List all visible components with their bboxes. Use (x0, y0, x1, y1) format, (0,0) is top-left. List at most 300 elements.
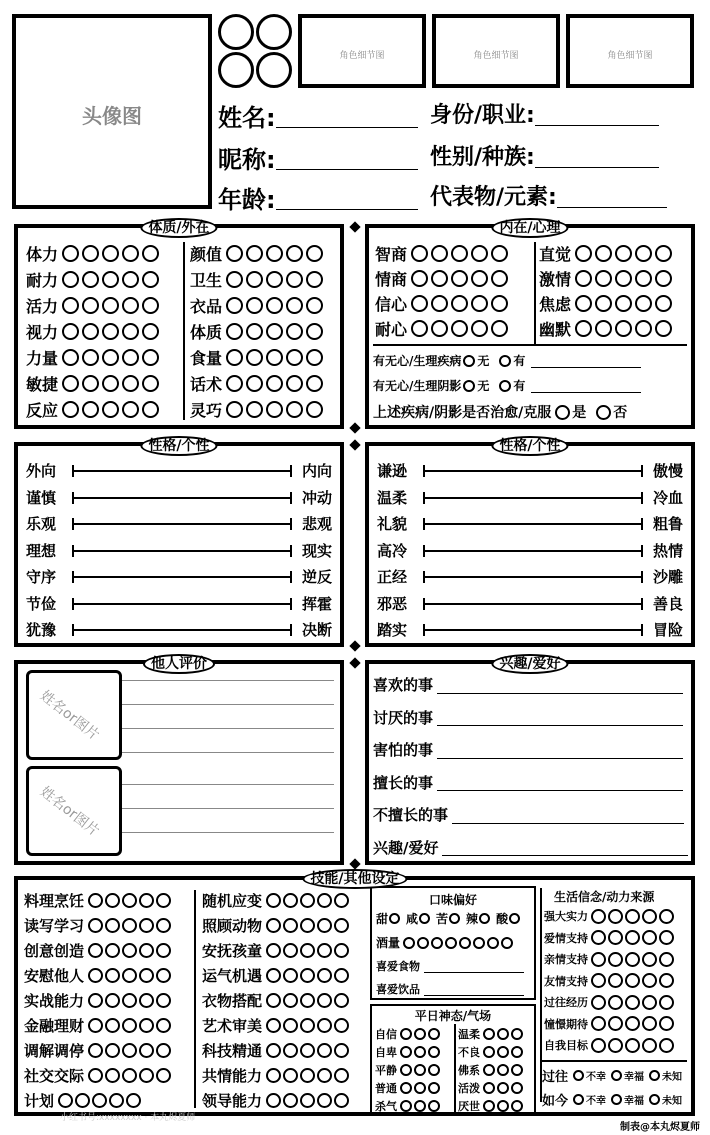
rating-circle[interactable] (635, 295, 652, 312)
emblem-field[interactable] (430, 180, 667, 211)
rating-circle[interactable] (459, 937, 471, 949)
rating-circle[interactable] (334, 993, 349, 1008)
rating-circle[interactable] (122, 893, 137, 908)
rating-row[interactable] (24, 940, 173, 961)
rating-circle[interactable] (286, 271, 303, 288)
rating-circle[interactable] (411, 245, 428, 262)
rating-row[interactable] (26, 268, 162, 291)
rating-row[interactable] (202, 940, 351, 961)
flavor-checkbox[interactable] (389, 913, 400, 924)
rating-circle[interactable] (595, 320, 612, 337)
rating-circle[interactable] (62, 323, 79, 340)
rating-circle[interactable] (306, 323, 323, 340)
rating-circle[interactable] (428, 1100, 440, 1112)
rating-circle[interactable] (266, 943, 281, 958)
rating-circles[interactable] (266, 893, 351, 908)
rating-circle[interactable] (122, 297, 139, 314)
rating-circle[interactable] (400, 1100, 412, 1112)
rating-circle[interactable] (142, 297, 159, 314)
color-circle[interactable] (218, 14, 254, 50)
rating-circle[interactable] (625, 952, 640, 967)
small-rating-circles[interactable] (400, 1082, 442, 1094)
small-rating-row[interactable] (375, 1080, 442, 1096)
rating-row[interactable] (375, 317, 511, 340)
rating-circle[interactable] (142, 271, 159, 288)
rating-circle[interactable] (283, 968, 298, 983)
rating-circle[interactable] (246, 297, 263, 314)
drink-row[interactable] (376, 981, 524, 997)
rating-circle[interactable] (595, 270, 612, 287)
trait-slider[interactable] (72, 550, 292, 552)
rating-circle[interactable] (317, 1068, 332, 1083)
past-row[interactable] (542, 1066, 685, 1085)
rating-row[interactable] (24, 1015, 173, 1036)
color-circle[interactable] (218, 52, 254, 88)
small-rating-row[interactable] (544, 951, 676, 967)
rating-circle[interactable] (317, 1018, 332, 1033)
rating-circle[interactable] (266, 401, 283, 418)
rating-circle[interactable] (266, 893, 281, 908)
rating-row[interactable] (26, 346, 162, 369)
rating-circle[interactable] (414, 1028, 426, 1040)
rating-circle[interactable] (659, 930, 674, 945)
rating-circles[interactable] (266, 993, 351, 1008)
small-rating-circles[interactable] (591, 1016, 676, 1031)
rating-circle[interactable] (511, 1082, 523, 1094)
radio-no[interactable] (463, 380, 475, 392)
small-rating-circles[interactable] (591, 909, 676, 924)
rating-circle[interactable] (635, 245, 652, 262)
gender-field[interactable] (430, 140, 659, 171)
rating-circle[interactable] (497, 1082, 509, 1094)
rating-row[interactable] (26, 242, 162, 265)
rating-circles[interactable] (575, 295, 675, 312)
food-row[interactable] (376, 958, 524, 974)
rating-circle[interactable] (659, 1016, 674, 1031)
rating-circles[interactable] (266, 968, 351, 983)
rating-circle[interactable] (156, 918, 171, 933)
rating-circle[interactable] (491, 245, 508, 262)
rating-circles[interactable] (411, 320, 511, 337)
rating-circle[interactable] (105, 968, 120, 983)
name-input[interactable] (276, 126, 418, 128)
small-rating-circles[interactable] (591, 995, 676, 1010)
rating-circle[interactable] (625, 973, 640, 988)
occupation-input[interactable] (535, 124, 659, 126)
rating-circle[interactable] (411, 270, 428, 287)
rating-circles[interactable] (226, 323, 326, 340)
rating-circle[interactable] (142, 323, 159, 340)
rating-circle[interactable] (483, 1046, 495, 1058)
rating-circle[interactable] (88, 1043, 103, 1058)
rating-circle[interactable] (266, 245, 283, 262)
rating-circle[interactable] (591, 952, 606, 967)
rating-circle[interactable] (286, 349, 303, 366)
rating-circle[interactable] (306, 245, 323, 262)
rating-circle[interactable] (122, 993, 137, 1008)
trait-slider[interactable] (72, 603, 292, 605)
rating-circle[interactable] (300, 993, 315, 1008)
age-field[interactable] (218, 180, 418, 215)
rating-row[interactable] (539, 267, 675, 290)
rating-circle[interactable] (122, 271, 139, 288)
fate-radio[interactable] (649, 1070, 660, 1081)
rating-circle[interactable] (266, 1043, 281, 1058)
rating-circle[interactable] (428, 1064, 440, 1076)
rating-row[interactable] (375, 267, 511, 290)
flavor-checkbox[interactable] (449, 913, 460, 924)
rating-circle[interactable] (591, 930, 606, 945)
rating-circle[interactable] (109, 1093, 124, 1108)
rating-circle[interactable] (608, 1038, 623, 1053)
evaluation-line[interactable] (122, 832, 334, 833)
rating-circle[interactable] (266, 993, 281, 1008)
rating-circle[interactable] (615, 320, 632, 337)
rating-circle[interactable] (428, 1046, 440, 1058)
rating-circle[interactable] (122, 1043, 137, 1058)
rating-circle[interactable] (75, 1093, 90, 1108)
rating-circle[interactable] (451, 295, 468, 312)
rating-circle[interactable] (139, 943, 154, 958)
rating-circles[interactable] (88, 893, 173, 908)
rating-circle[interactable] (266, 375, 283, 392)
interest-input[interactable] (437, 757, 683, 759)
rating-circle[interactable] (300, 943, 315, 958)
rating-circle[interactable] (411, 320, 428, 337)
small-rating-row[interactable] (544, 994, 676, 1010)
rating-circle[interactable] (102, 323, 119, 340)
rating-circle[interactable] (625, 930, 640, 945)
rating-circle[interactable] (625, 1038, 640, 1053)
rating-circle[interactable] (334, 968, 349, 983)
rating-circle[interactable] (625, 909, 640, 924)
rating-circle[interactable] (483, 1100, 495, 1112)
rating-circle[interactable] (317, 943, 332, 958)
rating-circle[interactable] (428, 1082, 440, 1094)
rating-circle[interactable] (139, 918, 154, 933)
nickname-field[interactable] (218, 140, 418, 175)
rating-circle[interactable] (635, 320, 652, 337)
rating-circle[interactable] (88, 968, 103, 983)
rating-circle[interactable] (283, 1018, 298, 1033)
rating-circle[interactable] (471, 245, 488, 262)
rating-circle[interactable] (471, 295, 488, 312)
rating-circle[interactable] (334, 943, 349, 958)
small-rating-row[interactable] (458, 1098, 525, 1114)
rating-circle[interactable] (334, 1043, 349, 1058)
rating-circle[interactable] (139, 1043, 154, 1058)
detail-image-1[interactable] (298, 14, 426, 88)
small-rating-row[interactable] (375, 1062, 442, 1078)
radio-yes[interactable] (499, 380, 511, 392)
interest-input[interactable] (437, 724, 683, 726)
rating-circle[interactable] (431, 270, 448, 287)
rating-circle[interactable] (139, 1068, 154, 1083)
small-rating-circles[interactable] (483, 1100, 525, 1112)
rating-circle[interactable] (411, 295, 428, 312)
nickname-input[interactable] (276, 168, 418, 170)
rating-circle[interactable] (105, 943, 120, 958)
rating-circle[interactable] (156, 1018, 171, 1033)
rating-circle[interactable] (266, 271, 283, 288)
rating-row[interactable] (375, 292, 511, 315)
rating-circle[interactable] (82, 401, 99, 418)
trait-slider[interactable] (423, 470, 643, 472)
rating-circles[interactable] (62, 245, 162, 262)
fate-radio[interactable] (611, 1070, 622, 1081)
rating-circle[interactable] (635, 270, 652, 287)
rating-row[interactable] (202, 915, 351, 936)
rating-circle[interactable] (62, 245, 79, 262)
small-rating-circles[interactable] (591, 930, 676, 945)
rating-row[interactable] (539, 242, 675, 265)
rating-circle[interactable] (471, 320, 488, 337)
rating-circle[interactable] (400, 1046, 412, 1058)
radio-yes[interactable] (499, 355, 511, 367)
rating-circles[interactable] (62, 375, 162, 392)
rating-circle[interactable] (491, 320, 508, 337)
rating-circle[interactable] (246, 401, 263, 418)
rating-circles[interactable] (266, 1018, 351, 1033)
fate-radio[interactable] (649, 1094, 660, 1105)
rating-circle[interactable] (105, 1068, 120, 1083)
trait-slider[interactable] (72, 576, 292, 578)
rating-circle[interactable] (400, 1028, 412, 1040)
rating-circle[interactable] (483, 1082, 495, 1094)
rating-circle[interactable] (431, 295, 448, 312)
rating-circle[interactable] (655, 245, 672, 262)
rating-circle[interactable] (575, 245, 592, 262)
rating-circle[interactable] (122, 245, 139, 262)
rating-circle[interactable] (266, 1068, 281, 1083)
rating-circle[interactable] (491, 295, 508, 312)
rating-circle[interactable] (483, 1064, 495, 1076)
trait-slider[interactable] (72, 629, 292, 631)
small-rating-row[interactable] (458, 1026, 525, 1042)
rating-circle[interactable] (300, 1093, 315, 1108)
gender-input[interactable] (535, 166, 659, 168)
rating-circle[interactable] (471, 270, 488, 287)
avatar-box[interactable] (12, 14, 212, 209)
rating-circle[interactable] (317, 968, 332, 983)
rating-circle[interactable] (102, 349, 119, 366)
trait-slider[interactable] (423, 629, 643, 631)
rating-circle[interactable] (642, 930, 657, 945)
rating-circle[interactable] (491, 270, 508, 287)
rating-circle[interactable] (642, 995, 657, 1010)
rating-circle[interactable] (591, 995, 606, 1010)
rating-circle[interactable] (142, 375, 159, 392)
rating-row[interactable] (24, 915, 173, 936)
rating-circle[interactable] (102, 375, 119, 392)
rating-circle[interactable] (591, 1038, 606, 1053)
rating-circle[interactable] (283, 893, 298, 908)
rating-row[interactable] (24, 965, 173, 986)
trait-slider[interactable] (423, 603, 643, 605)
rating-row[interactable] (202, 990, 351, 1011)
small-rating-row[interactable] (544, 1037, 676, 1053)
rating-circle[interactable] (642, 1016, 657, 1031)
radio-no[interactable] (463, 355, 475, 367)
rating-circles[interactable] (88, 1043, 173, 1058)
rating-circle[interactable] (497, 1100, 509, 1112)
evaluation-line[interactable] (122, 808, 334, 809)
rating-row[interactable] (190, 398, 326, 421)
rating-circle[interactable] (226, 271, 243, 288)
rating-circles[interactable] (226, 349, 326, 366)
rating-circle[interactable] (82, 297, 99, 314)
rating-row[interactable] (26, 372, 162, 395)
trait-slider[interactable] (72, 497, 292, 499)
rating-circle[interactable] (62, 375, 79, 392)
rating-circle[interactable] (300, 1018, 315, 1033)
detail-image-2[interactable] (432, 14, 560, 88)
small-rating-row[interactable] (458, 1062, 525, 1078)
rating-circle[interactable] (300, 968, 315, 983)
rating-circle[interactable] (122, 1068, 137, 1083)
rating-row[interactable] (26, 320, 162, 343)
rating-circle[interactable] (642, 952, 657, 967)
rating-circle[interactable] (82, 271, 99, 288)
rating-circles[interactable] (226, 375, 326, 392)
rating-circle[interactable] (246, 271, 263, 288)
rating-circle[interactable] (497, 1028, 509, 1040)
rating-row[interactable] (202, 1065, 351, 1086)
trauma-question[interactable] (373, 377, 641, 394)
rating-circle[interactable] (286, 245, 303, 262)
rating-circle[interactable] (431, 320, 448, 337)
rating-circle[interactable] (615, 295, 632, 312)
food-input[interactable] (424, 971, 524, 973)
rating-circle[interactable] (105, 1018, 120, 1033)
rating-row[interactable] (190, 320, 326, 343)
rating-circle[interactable] (105, 893, 120, 908)
rating-circle[interactable] (226, 297, 243, 314)
rating-circle[interactable] (659, 1038, 674, 1053)
small-rating-row[interactable] (544, 908, 676, 924)
rating-circles[interactable] (226, 245, 326, 262)
rating-circles[interactable] (88, 943, 173, 958)
evaluator-photo-1[interactable] (26, 670, 122, 760)
drink-input[interactable] (424, 994, 524, 996)
rating-row[interactable] (539, 292, 675, 315)
color-circle[interactable] (256, 52, 292, 88)
evaluator-photo-2[interactable] (26, 766, 122, 856)
rating-circle[interactable] (659, 995, 674, 1010)
rating-circle[interactable] (266, 968, 281, 983)
rating-circle[interactable] (283, 1068, 298, 1083)
rating-row[interactable] (24, 1065, 173, 1086)
rating-row[interactable] (375, 242, 511, 265)
rating-circle[interactable] (286, 375, 303, 392)
small-rating-circles[interactable] (400, 1028, 442, 1040)
rating-circle[interactable] (102, 297, 119, 314)
rating-circles[interactable] (62, 401, 162, 418)
rating-circle[interactable] (62, 349, 79, 366)
rating-circle[interactable] (414, 1046, 426, 1058)
rating-circle[interactable] (511, 1064, 523, 1076)
rating-circle[interactable] (414, 1064, 426, 1076)
rating-circle[interactable] (102, 271, 119, 288)
rating-circle[interactable] (414, 1100, 426, 1112)
rating-row[interactable] (24, 1040, 173, 1061)
rating-circle[interactable] (431, 937, 443, 949)
rating-circles[interactable] (62, 323, 162, 340)
rating-circle[interactable] (317, 918, 332, 933)
trait-slider[interactable] (423, 576, 643, 578)
rating-circle[interactable] (659, 909, 674, 924)
rating-circle[interactable] (655, 270, 672, 287)
rating-circle[interactable] (306, 271, 323, 288)
rating-circle[interactable] (283, 1043, 298, 1058)
rating-circles[interactable] (62, 297, 162, 314)
rating-circle[interactable] (428, 1028, 440, 1040)
rating-circle[interactable] (608, 995, 623, 1010)
rating-circle[interactable] (300, 1068, 315, 1083)
rating-circles[interactable] (411, 270, 511, 287)
rating-circle[interactable] (608, 973, 623, 988)
rating-circle[interactable] (306, 349, 323, 366)
trait-slider[interactable] (423, 550, 643, 552)
trauma-input[interactable] (531, 391, 641, 393)
rating-row[interactable] (202, 890, 351, 911)
rating-circles[interactable] (266, 1068, 351, 1083)
rating-circle[interactable] (156, 1043, 171, 1058)
age-input[interactable] (276, 208, 418, 210)
rating-circle[interactable] (615, 245, 632, 262)
rating-circle[interactable] (266, 918, 281, 933)
rating-circle[interactable] (122, 968, 137, 983)
rating-circles[interactable] (411, 295, 511, 312)
rating-circle[interactable] (122, 943, 137, 958)
rating-circle[interactable] (403, 937, 415, 949)
evaluation-line[interactable] (122, 704, 334, 705)
rating-circle[interactable] (266, 323, 283, 340)
rating-circle[interactable] (511, 1046, 523, 1058)
rating-circles[interactable] (266, 1043, 351, 1058)
rating-circle[interactable] (334, 1093, 349, 1108)
interest-input[interactable] (437, 692, 683, 694)
rating-row[interactable] (539, 317, 675, 340)
rating-circle[interactable] (105, 918, 120, 933)
rating-circle[interactable] (511, 1100, 523, 1112)
rating-circle[interactable] (105, 993, 120, 1008)
rating-circles[interactable] (411, 245, 511, 262)
rating-circle[interactable] (142, 401, 159, 418)
radio-no[interactable] (596, 405, 611, 420)
rating-circle[interactable] (286, 401, 303, 418)
rating-circles[interactable] (226, 401, 326, 418)
rating-circle[interactable] (122, 323, 139, 340)
rating-row[interactable] (26, 398, 162, 421)
small-rating-circles[interactable] (483, 1046, 525, 1058)
rating-circles[interactable] (88, 1018, 173, 1033)
rating-circle[interactable] (451, 320, 468, 337)
rating-circle[interactable] (122, 375, 139, 392)
evaluation-line[interactable] (122, 680, 334, 681)
small-rating-row[interactable] (375, 1026, 442, 1042)
rating-circle[interactable] (126, 1093, 141, 1108)
rating-circle[interactable] (266, 349, 283, 366)
rating-circle[interactable] (317, 993, 332, 1008)
rating-row[interactable] (190, 294, 326, 317)
small-rating-circles[interactable] (483, 1028, 525, 1040)
rating-circle[interactable] (286, 297, 303, 314)
rating-circle[interactable] (595, 245, 612, 262)
rating-circles[interactable] (226, 271, 326, 288)
rating-circle[interactable] (266, 297, 283, 314)
small-rating-row[interactable] (544, 930, 676, 946)
